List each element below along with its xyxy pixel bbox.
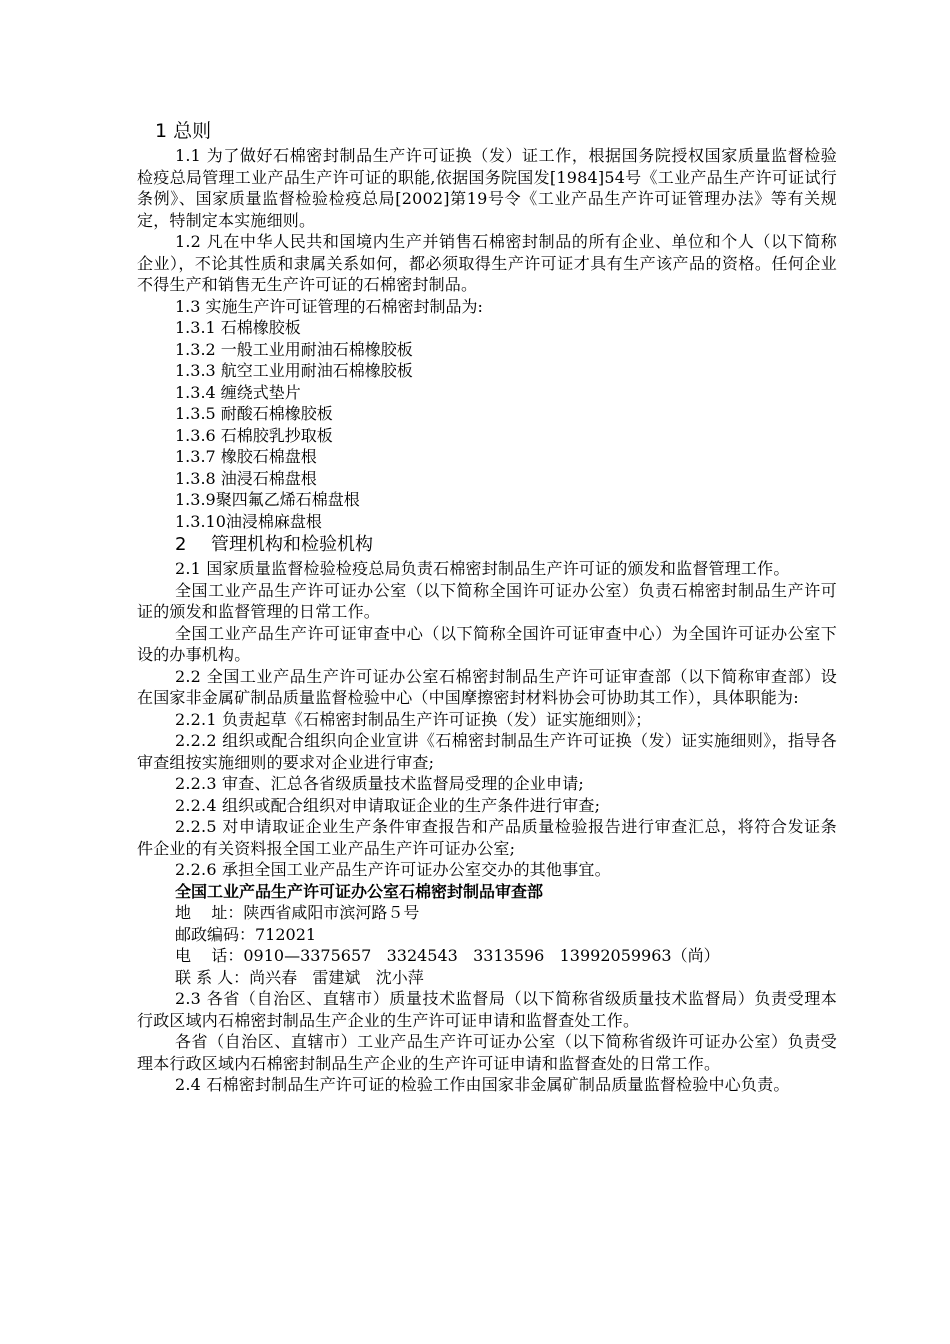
list-item-1-3-5: 1.3.5 耐酸石棉橡胶板 [175,404,333,423]
document-body [137,118,837,1096]
paragraph-2-2-1: 2.2.1 负责起草《石棉密封制品生产许可证换（发）证实施细则》； [175,709,652,729]
section-1-heading: 1 总则 [155,120,212,142]
paragraph-2-1: 2.1 国家质量监督检验检疫总局负责石棉密封制品生产许可证的颁发和监督管理工作。 [175,559,790,578]
paragraph-2-2: 2.2 全国工业产品生产许可证办公室石棉密封制品生产许可证审查部（以下简称审查部）设在国家非金属矿制品质量监督检验中心（中国摩擦密封材料协会可协助其工作），具体职能为: [137,666,837,707]
paragraph-1-2: 1.2 凡在中华人民共和国境内生产并销售石棉密封制品的所有企业、单位和个人（以下简称企业），不论其性质和隶属关系如何，都必须取得生产许可证才具有生产该产品的资格。任何企业不得生产和销售无生产许可证的石棉密封制品。 [137,232,837,294]
paragraph-2-3-office: 各省（自治区、直辖市）工业产品生产许可证办公室（以下简称省级许可证办公室）负责受理本行政区域内石棉密封制品生产企业的生产许可证申请和监督查处的日常工作。 [137,1032,837,1073]
paragraph-2-2-3: 2.2.3 审查、汇总各省级质量技术监督局受理的企业申请; [175,774,584,793]
list-item-1-3-6: 1.3.6 石棉胶乳抄取板 [175,425,333,445]
list-item-1-3-8: 1.3.8 油浸石棉盘根 [175,468,317,488]
list-item-1-3-3: 1.3.3 航空工业用耐油石棉橡胶板 [175,361,413,380]
list-item-1-3-1: 1.3.1 石棉橡胶板 [175,318,301,337]
section-2-number: 2 [175,534,187,555]
list-item-1-3-10: 1.3.10油浸棉麻盘根 [175,511,322,531]
org-name: 全国工业产品生产许可证办公室石棉密封制品审查部 [175,881,544,901]
paragraph-2-2-4: 2.2.4 组织或配合组织对申请取证企业的生产条件进行审查; [175,795,601,815]
list-item-1-3-2: 1.3.2 一般工业用耐油石棉橡胶板 [175,339,413,359]
paragraph-1-3: 1.3 实施生产许可证管理的石棉密封制品为: [175,296,483,316]
paragraph-1-1: 1.1 为了做好石棉密封制品生产许可证换（发）证工作，根据国务院授权国家质量监督检验检疫总局管理工业产品生产许可证的职能,依据国务院国发[1984]54号《工业产品生产许可证试行条例》、国家质量监督检验检疫总局[2002]第19号令《工业产品生产许可证管理办法》等有关规定，特制定本实施细则。 [137,146,837,230]
list-item-1-3-7: 1.3.7 橡胶石棉盘根 [175,447,317,466]
section-2-title: 管理机构和检验机构 [211,534,373,555]
org-phone: 电 话：0910—3375657 3324543 3313596 13992059963（尚） [175,946,720,965]
section-2-heading [175,532,837,558]
paragraph-2-2-5: 2.2.5 对申请取证企业生产条件审查报告和产品质量检验报告进行审查汇总，将符合发证条件企业的有关资料报全国工业产品生产许可证办公室; [137,817,837,858]
paragraph-2-2-6: 2.2.6 承担全国工业产品生产许可证办公室交办的其他事宜。 [175,860,611,879]
org-contacts: 联 系 人：尚兴春 雷建斌 沈小萍 [175,967,424,987]
paragraph-2-2-2: 2.2.2 组织或配合组织向企业宣讲《石棉密封制品生产许可证换（发）证实施细则》，指导各审查组按实施细则的要求对企业进行审查; [137,731,837,772]
paragraph-2-1-center: 全国工业产品生产许可证审查中心（以下简称全国许可证审查中心）为全国许可证办公室下设的办事机构。 [137,623,837,664]
paragraph-2-4: 2.4 石棉密封制品生产许可证的检验工作由国家非金属矿制品质量监督检验中心负责。 [175,1075,790,1094]
org-address: 地 址：陕西省咸阳市滨河路５号 [175,903,420,922]
list-item-1-3-9: 1.3.9聚四氟乙烯石棉盘根 [175,490,360,509]
paragraph-2-3: 2.3 各省（自治区、直辖市）质量技术监督局（以下简称省级质量技术监督局）负责受理本行政区域内石棉密封制品生产企业的生产许可证申请和监督查处工作。 [137,989,837,1030]
list-item-1-3-4: 1.3.4 缠绕式垫片 [175,382,301,402]
paragraph-2-1-office: 全国工业产品生产许可证办公室（以下简称全国许可证办公室）负责石棉密封制品生产许可证的颁发和监督管理的日常工作。 [137,580,837,621]
org-postcode: 邮政编码：712021 [175,924,317,944]
